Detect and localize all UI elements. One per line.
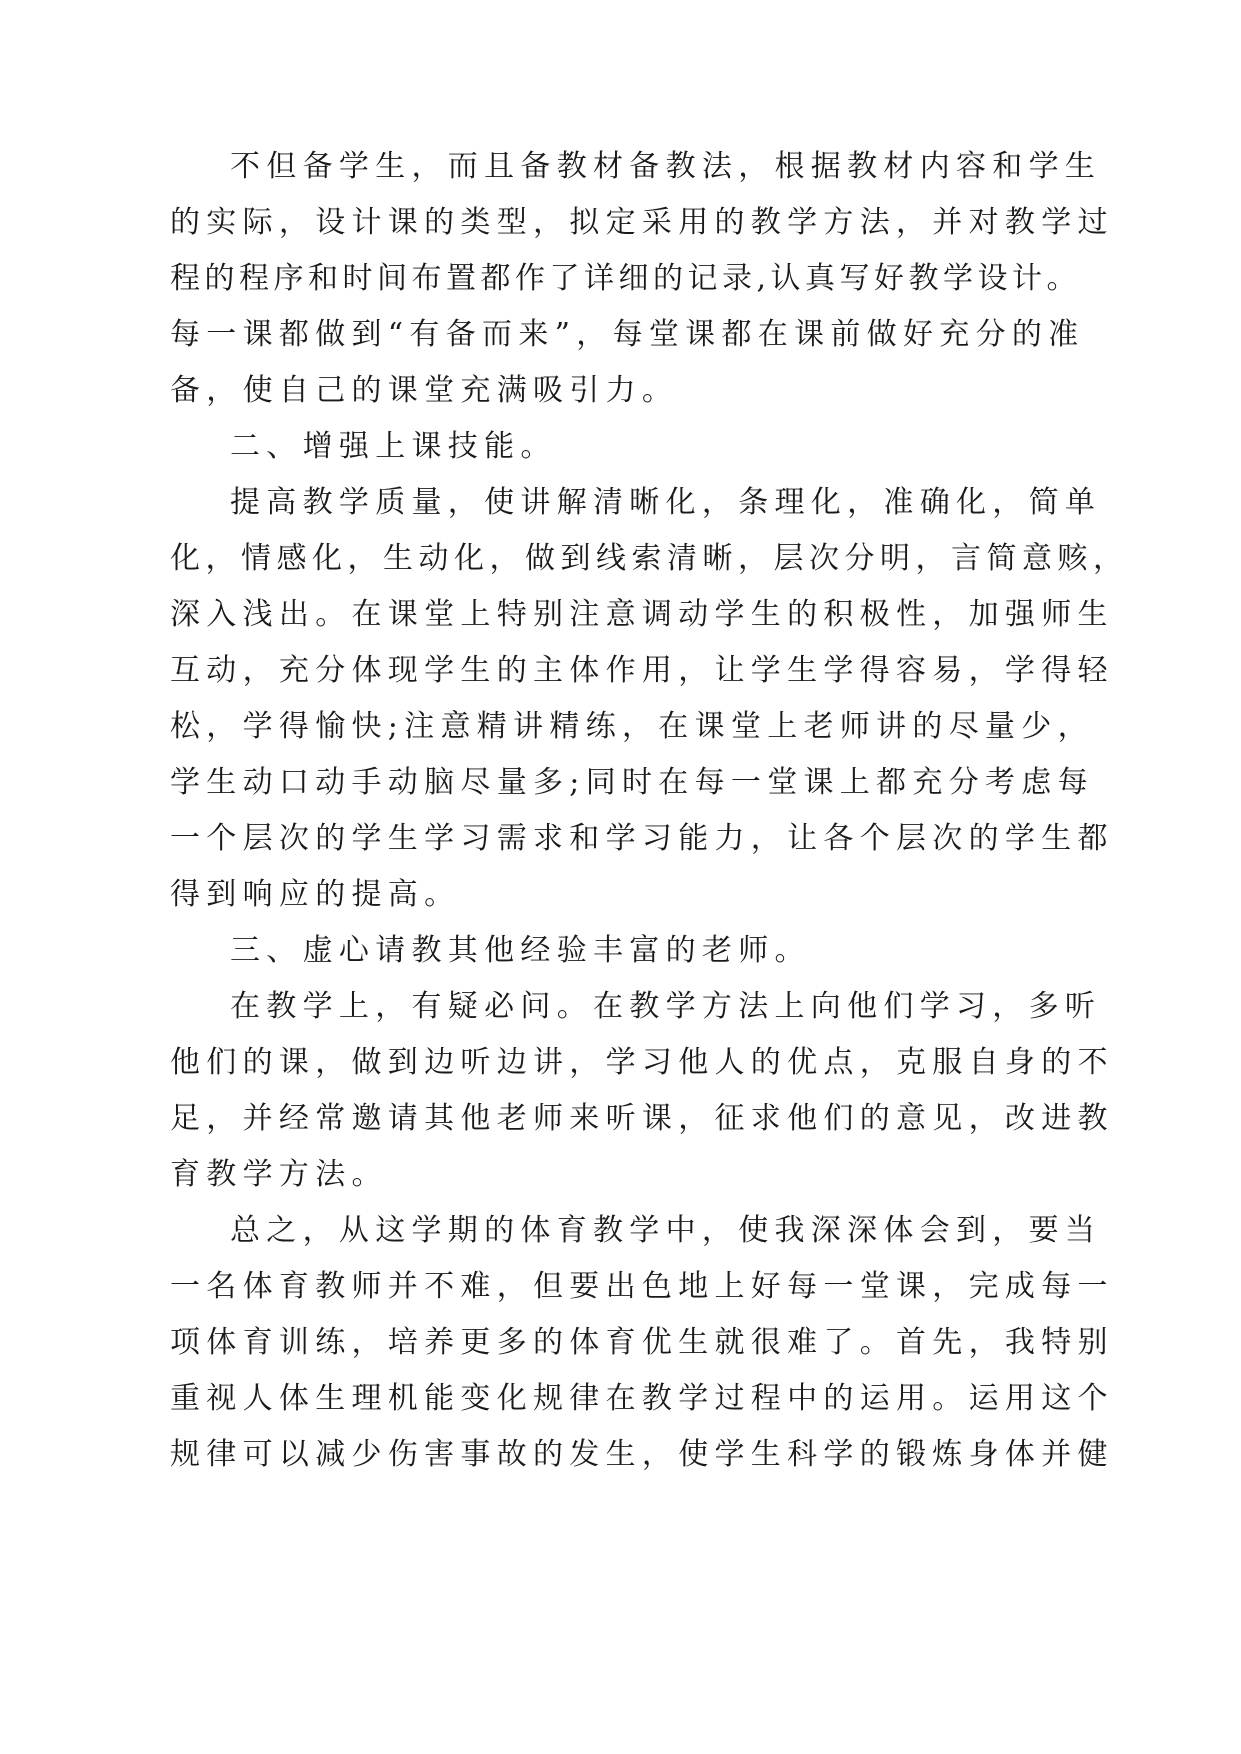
text-line: 程的程序和时间布置都作了详细的记录,认真写好教学设计。 bbox=[170, 261, 1082, 296]
text-line: 在教学上，有疑必问。在教学方法上向他们学习，多听 bbox=[230, 989, 1102, 1024]
text-line: 不但备学生，而且备教材备教法，根据教材内容和学生 bbox=[230, 149, 1102, 184]
text-line: 规律可以减少伤害事故的发生，使学生科学的锻炼身体并健 bbox=[170, 1437, 1114, 1472]
text-line: 化，情感化，生动化，做到线索清晰，层次分明，言简意赅， bbox=[170, 541, 1129, 576]
text-line: 得到响应的提高。 bbox=[170, 877, 461, 912]
section-heading: 三、虚心请教其他经验丰富的老师。 bbox=[230, 933, 811, 968]
text-line: 一名体育教师并不难，但要出色地上好每一堂课，完成每一 bbox=[170, 1269, 1114, 1304]
text-line: 学生动口动手动脑尽量多;同时在每一堂课上都充分考虑每 bbox=[170, 765, 1094, 800]
text-line: 重视人体生理机能变化规律在教学过程中的运用。运用这个 bbox=[170, 1381, 1114, 1416]
text-line: 深入浅出。在课堂上特别注意调动学生的积极性，加强师生 bbox=[170, 597, 1114, 632]
text-line: 备，使自己的课堂充满吸引力。 bbox=[170, 373, 679, 408]
text-line: 项体育训练，培养更多的体育优生就很难了。首先，我特别 bbox=[170, 1325, 1114, 1360]
text-line: 每一课都做到“有备而来”，每堂课都在课前做好充分的准 bbox=[170, 317, 1085, 352]
text-line: 提高教学质量，使讲解清晰化，条理化，准确化，简单 bbox=[230, 485, 1102, 520]
text-line: 的实际，设计课的类型，拟定采用的教学方法，并对教学过 bbox=[170, 205, 1114, 240]
text-line: 足，并经常邀请其他老师来听课，征求他们的意见，改进教 bbox=[170, 1101, 1114, 1136]
text-line: 他们的课，做到边听边讲，学习他人的优点，克服自身的不 bbox=[170, 1045, 1114, 1080]
text-line: 总之，从这学期的体育教学中，使我深深体会到，要当 bbox=[230, 1213, 1102, 1248]
text-line: 一个层次的学生学习需求和学习能力，让各个层次的学生都 bbox=[170, 821, 1114, 856]
section-heading: 二、增强上课技能。 bbox=[230, 429, 557, 464]
text-line: 互动，充分体现学生的主体作用，让学生学得容易，学得轻 bbox=[170, 653, 1114, 688]
text-line: 育教学方法。 bbox=[170, 1157, 388, 1192]
text-line: 松，学得愉快;注意精讲精练，在课堂上老师讲的尽量少， bbox=[170, 709, 1094, 744]
